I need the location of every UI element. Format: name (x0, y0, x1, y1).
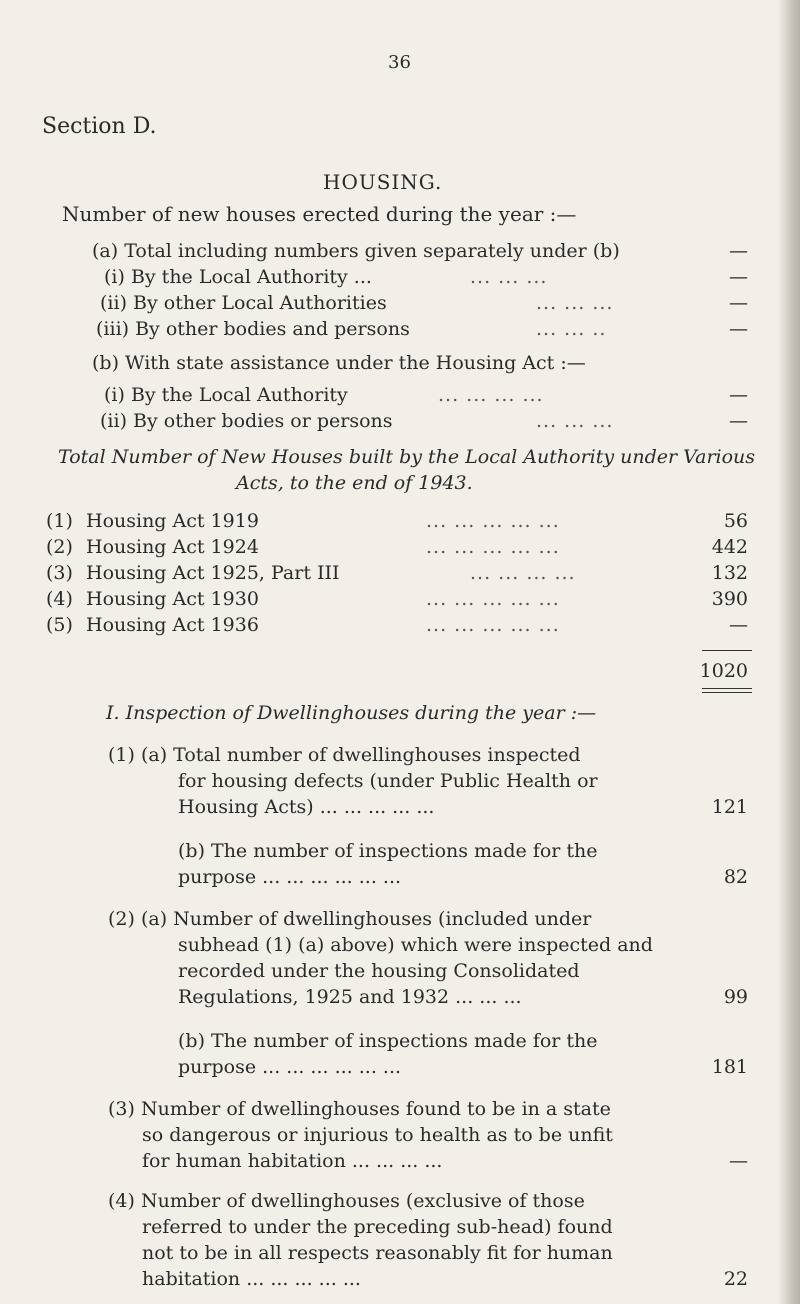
act-value: 56 (723, 510, 748, 532)
q1b-value: 82 (723, 866, 748, 888)
leader-dots: ... ... ... ... ... (426, 614, 560, 636)
total-double-rule-bottom (702, 692, 752, 693)
group-a-value: — (729, 240, 748, 262)
q3-value: — (729, 1150, 748, 1172)
act-number: (4) (46, 588, 73, 610)
total-title-line-1: Total Number of New Houses built by the Local Authority under Various (58, 446, 756, 468)
act-value: — (729, 614, 748, 636)
q2a-value: 99 (723, 986, 748, 1008)
group-b-item-label: (i) By the Local Authority (104, 384, 348, 406)
q1a-value: 121 (711, 796, 748, 818)
intro-line: Number of new houses erected during the year :— (62, 202, 577, 226)
act-label: Housing Act 1936 (86, 614, 259, 636)
q1b-line: purpose ... ... ... ... ... ... (178, 866, 402, 888)
group-b-item-value: — (729, 384, 748, 406)
group-a-label: (a) Total including numbers given separately under (b) (92, 240, 620, 262)
page-heading: HOUSING. (323, 170, 443, 194)
leader-dots: ... ... ... (536, 292, 614, 314)
act-label: Housing Act 1924 (86, 536, 259, 558)
group-b-item-label: (ii) By other bodies or persons (100, 410, 393, 432)
group-a-item-value: — (729, 266, 748, 288)
q2a-line: Regulations, 1925 and 1932 ... ... ... (178, 986, 522, 1008)
q3-line: so dangerous or injurious to health as to be unfit (142, 1124, 613, 1146)
group-b-item-value: — (729, 410, 748, 432)
leader-dots: ... ... ... ... ... (426, 510, 560, 532)
q4-line: not to be in all respects reasonably fit for human (142, 1242, 613, 1264)
q2b-line: purpose ... ... ... ... ... ... (178, 1056, 402, 1078)
group-a-item-value: — (729, 292, 748, 314)
leader-dots: ... ... ... ... ... (426, 588, 560, 610)
q4-value: 22 (723, 1268, 748, 1290)
act-number: (3) (46, 562, 73, 584)
act-value: 132 (711, 562, 748, 584)
group-a-item-label: (i) By the Local Authority ... (104, 266, 372, 288)
q4-line: referred to under the preceding sub-head) found (142, 1216, 613, 1238)
section-title: Section D. (42, 114, 157, 139)
q1a-line: for housing defects (under Public Health or (178, 770, 598, 792)
act-number: (5) (46, 614, 73, 636)
sum-rule (702, 650, 752, 651)
group-b-label: (b) With state assistance under the Housing Act :— (92, 352, 586, 374)
act-label: Housing Act 1925, Part III (86, 562, 340, 584)
acts-total: 1020 (699, 660, 748, 682)
q1b-line: (b) The number of inspections made for the (178, 840, 598, 862)
q1a-line: Housing Acts) ... ... ... ... ... (178, 796, 435, 818)
q4-line: habitation ... ... ... ... ... (142, 1268, 361, 1290)
total-title-line-2: Acts, to the end of 1943. (236, 472, 473, 494)
q3-line: (3) Number of dwellinghouses found to be in a state (108, 1098, 611, 1120)
inspection-title: I. Inspection of Dwellinghouses during the year :— (106, 702, 597, 724)
act-value: 442 (711, 536, 748, 558)
q2b-value: 181 (711, 1056, 748, 1078)
q4-line: (4) Number of dwellinghouses (exclusive of those (108, 1190, 585, 1212)
act-label: Housing Act 1919 (86, 510, 259, 532)
page-edge-shadow (778, 0, 800, 1304)
q2a-line: (2) (a) Number of dwellinghouses (included under (108, 908, 592, 930)
leader-dots: ... ... ... ... (438, 384, 544, 406)
q2b-line: (b) The number of inspections made for the (178, 1030, 598, 1052)
leader-dots: ... ... .. (536, 318, 607, 340)
leader-dots: ... ... ... (470, 266, 548, 288)
act-value: 390 (711, 588, 748, 610)
q3-line: for human habitation ... ... ... ... (142, 1150, 443, 1172)
page-number: 36 (388, 52, 411, 73)
act-label: Housing Act 1930 (86, 588, 259, 610)
q2a-line: subhead (1) (a) above) which were inspected and (178, 934, 653, 956)
q2a-line: recorded under the housing Consolidated (178, 960, 580, 982)
total-double-rule-top (702, 688, 752, 689)
act-number: (2) (46, 536, 73, 558)
group-a-item-label: (ii) By other Local Authorities (100, 292, 387, 314)
q1a-line: (1) (a) Total number of dwellinghouses inspected (108, 744, 581, 766)
group-a-item-value: — (729, 318, 748, 340)
leader-dots: ... ... ... (536, 410, 614, 432)
leader-dots: ... ... ... ... ... (426, 536, 560, 558)
act-number: (1) (46, 510, 73, 532)
group-a-item-label: (iii) By other bodies and persons (96, 318, 410, 340)
leader-dots: ... ... ... ... (470, 562, 576, 584)
